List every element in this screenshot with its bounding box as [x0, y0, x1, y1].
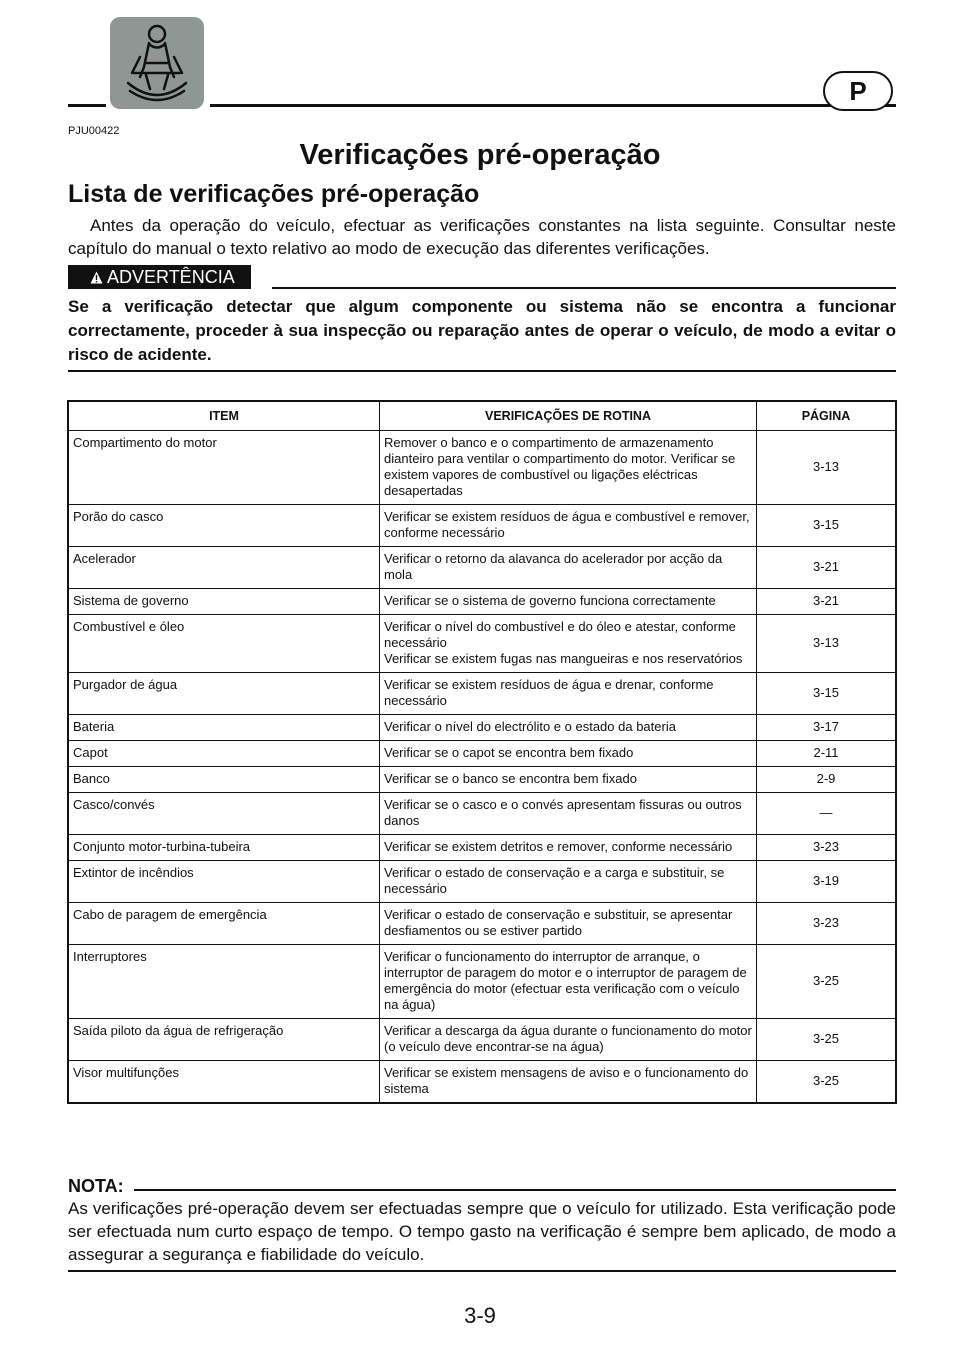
table-row: [68, 1061, 896, 1104]
row-item-cell: Compartimento do motor: [68, 431, 380, 505]
intro-paragraph: Antes da operação do veículo, efectuar as verificações constantes na lista seguinte. Consultar neste capítulo do manual o texto relativo ao modo de execução das diferentes verificações.: [68, 216, 896, 258]
row-page-cell: 3-15: [757, 673, 897, 715]
row-item-cell: Purgador de água: [68, 673, 380, 715]
table-row: [68, 547, 896, 589]
note-end-rule: [68, 1270, 896, 1272]
row-page-cell: 3-23: [757, 903, 897, 945]
language-badge: P: [823, 71, 893, 111]
row-page-cell: 3-25: [757, 1019, 897, 1061]
table-row: [68, 1019, 896, 1061]
row-item-cell: Saída piloto da água de refrigeração: [68, 1019, 380, 1061]
row-item-cell: Interruptores: [68, 945, 380, 1019]
row-item-cell: Conjunto motor-turbina-tubeira: [68, 835, 380, 861]
row-item-cell: Porão do casco: [68, 505, 380, 547]
table-row: [68, 793, 896, 835]
row-check-cell: Verificar o retorno da alavanca do acelerador por acção da mola: [380, 547, 757, 589]
table-row: [68, 615, 896, 673]
row-check-cell: Verificar se o sistema de governo funciona correctamente: [380, 589, 757, 615]
table-header-row: [68, 401, 896, 431]
row-item-cell: Combustível e óleo: [68, 615, 380, 673]
row-page-cell: 3-13: [757, 615, 897, 673]
table-row: [68, 431, 896, 505]
row-check-cell: Verificar se o capot se encontra bem fixado: [380, 741, 757, 767]
row-page-cell: 3-15: [757, 505, 897, 547]
table-row: [68, 589, 896, 615]
row-page-cell: 3-25: [757, 1061, 897, 1104]
row-check-cell: Verificar o estado de conservação e a carga e substituir, se necessário: [380, 861, 757, 903]
row-page-cell: 3-17: [757, 715, 897, 741]
row-check-cell: Remover o banco e o compartimento de armazenamento dianteiro para ventilar o compartimento do motor. Verificar se existem vapores de combustível ou ligações eléctricas desapertadas: [380, 431, 757, 505]
warning-rule: [272, 287, 896, 289]
row-check-cell: Verificar se existem resíduos de água e drenar, conforme necessário: [380, 673, 757, 715]
column-header-check: VERIFICAÇÕES DE ROTINA: [380, 401, 757, 431]
row-check-cell: Verificar o nível do combustível e do óleo e atestar, conforme necessário Verificar se existem fugas nas mangueiras e nos reservatórios: [380, 615, 757, 673]
row-check-cell: Verificar a descarga da água durante o funcionamento do motor (o veículo deve encontrar-se na água): [380, 1019, 757, 1061]
row-item-cell: Extintor de incêndios: [68, 861, 380, 903]
row-page-cell: 3-19: [757, 861, 897, 903]
page-number: 3-9: [464, 1303, 496, 1328]
row-page-cell: 3-13: [757, 431, 897, 505]
table-row: [68, 903, 896, 945]
row-check-cell: Verificar se existem mensagens de aviso e o funcionamento do sistema: [380, 1061, 757, 1104]
table-row: [68, 715, 896, 741]
row-item-cell: Acelerador: [68, 547, 380, 589]
rider-logo-icon: [110, 17, 204, 109]
table-row: [68, 835, 896, 861]
row-item-cell: Capot: [68, 741, 380, 767]
table-row: [68, 945, 896, 1019]
row-check-cell: Verificar se existem resíduos de água e combustível e remover, conforme necessário: [380, 505, 757, 547]
table-row: [68, 673, 896, 715]
row-page-cell: 2-11: [757, 741, 897, 767]
row-page-cell: 3-21: [757, 547, 897, 589]
row-check-cell: Verificar se o casco e o convés apresentam fissuras ou outros danos: [380, 793, 757, 835]
table-row: [68, 861, 896, 903]
row-item-cell: Casco/convés: [68, 793, 380, 835]
row-item-cell: Visor multifunções: [68, 1061, 380, 1104]
row-item-cell: Banco: [68, 767, 380, 793]
header-rule-left: [68, 104, 106, 107]
warning-label: [68, 265, 251, 289]
row-check-cell: Verificar se o banco se encontra bem fixado: [380, 767, 757, 793]
row-item-cell: Bateria: [68, 715, 380, 741]
row-check-cell: Verificar o estado de conservação e substituir, se apresentar desfiamentos ou se estiver partido: [380, 903, 757, 945]
row-item-cell: Sistema de governo: [68, 589, 380, 615]
row-check-cell: Verificar se existem detritos e remover, conforme necessário: [380, 835, 757, 861]
warning-triangle-icon: [90, 271, 103, 284]
row-page-cell: 3-23: [757, 835, 897, 861]
warning-end-rule: [68, 370, 896, 372]
header-rule-right: [210, 104, 896, 107]
checklist-table: [67, 400, 897, 1104]
row-page-cell: 3-21: [757, 589, 897, 615]
table-row: [68, 767, 896, 793]
row-check-cell: Verificar o funcionamento do interruptor de arranque, o interruptor de paragem do motor e o interruptor de paragem de emergência do motor (efectuar esta verificação com o veículo na água): [380, 945, 757, 1019]
row-page-cell: 2-9: [757, 767, 897, 793]
row-page-cell: —: [757, 793, 897, 835]
warning-text: Se a verificação detectar que algum componente ou sistema não se encontra a funcionar correctamente, proceder à sua inspecção ou reparação antes de operar o veículo, de modo a evitar o risco de acidente.: [68, 297, 896, 364]
row-item-cell: Cabo de paragem de emergência: [68, 903, 380, 945]
table-row: [68, 505, 896, 547]
column-header-page: PÁGINA: [757, 401, 897, 431]
table-row: [68, 741, 896, 767]
page-title: Verificações pré-operação: [299, 139, 661, 171]
note-rule: [134, 1189, 896, 1191]
section-title: Lista de verificações pré-operação: [68, 180, 480, 208]
note-label: NOTA:: [68, 1176, 124, 1196]
note-text: As verificações pré-operação devem ser efectuadas sempre que o veículo for utilizado. Esta verificação pode ser efectuada num curto espaço de tempo. O tempo gasto na verificação é sempre bem aplicado, de modo a assegurar a segurança e fiabilidade do veículo.: [68, 1199, 896, 1264]
row-check-cell: Verificar o nível do electrólito e o estado da bateria: [380, 715, 757, 741]
column-header-item: ITEM: [68, 401, 380, 431]
doc-code: PJU00422: [68, 125, 120, 137]
row-page-cell: 3-25: [757, 945, 897, 1019]
warning-label-text: ADVERTÊNCIA: [107, 267, 235, 287]
